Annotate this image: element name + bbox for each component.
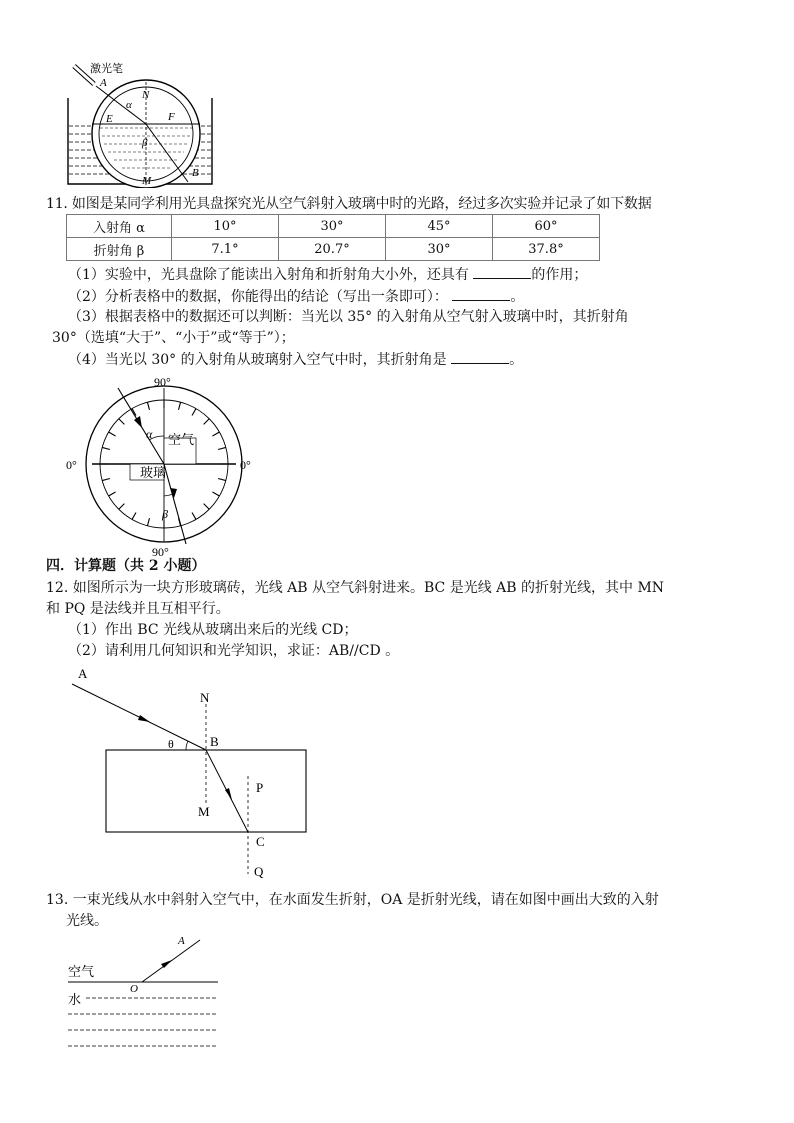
table-cell: 30° — [279, 215, 386, 238]
answer-blank[interactable] — [451, 349, 509, 364]
fig2-label-alpha: α — [146, 427, 153, 441]
q11-part2-text: （2）分析表格中的数据，你能得出的结论（写出一条即可）： — [68, 289, 448, 305]
fig3-label-theta: θ — [168, 737, 174, 751]
fig2-label-beta: β — [162, 507, 168, 521]
q11-part2 — [68, 286, 524, 307]
figure-water-surface — [64, 930, 224, 1054]
table-cell: 7.1° — [172, 238, 279, 261]
q12-part2: （2）请利用几何知识和光学知识，求证：AB//CD 。 — [68, 643, 400, 659]
fig1-label-n: N — [142, 89, 150, 101]
q11-part1-tail: 的作用； — [531, 267, 588, 283]
figure-light-disc-tank — [60, 58, 220, 188]
fig3-label-c: C — [256, 834, 265, 849]
table-cell: 20.7° — [279, 238, 386, 261]
fig1-label-a: A — [100, 77, 107, 89]
fig1-label-f: F — [168, 111, 175, 123]
q11-part4-tail: 。 — [509, 352, 524, 368]
table-row-header: 入射角 α — [67, 215, 172, 238]
q11-data-table — [66, 214, 600, 261]
answer-blank[interactable] — [452, 286, 510, 301]
table-cell: 37.8° — [493, 238, 600, 261]
table-row-header: 折射角 β — [67, 238, 172, 261]
fig1-label-m: M — [142, 175, 152, 187]
table-cell: 30° — [386, 238, 493, 261]
fig3-label-a: A — [78, 666, 88, 681]
q12-line2: 和 PQ 是法线并且互相平行。 — [46, 601, 230, 617]
answer-blank[interactable] — [473, 264, 531, 279]
q11-part3-line1: （3）根据表格中的数据还可以判断：当光以 35° 的入射角从空气射入玻璃中时，其折射角 — [68, 309, 629, 325]
fig1-label-b: B — [192, 167, 199, 179]
table-cell: 10° — [172, 215, 279, 238]
fig2-label-glass: 玻璃 — [140, 465, 167, 480]
q12-part1: （1）作出 BC 光线从玻璃出来后的光线 CD； — [68, 622, 358, 638]
fig4-label-a: A — [178, 935, 185, 947]
table-cell: 45° — [386, 215, 493, 238]
fig4-label-o: O — [130, 983, 138, 995]
fig4-label-water: 水 — [68, 992, 82, 1007]
table-row — [67, 238, 600, 261]
q12-line1: 12. 如图所示为一块方形玻璃砖，光线 AB 从空气斜射进来。BC 是光线 AB 的折射光线，其中 MN — [46, 580, 665, 596]
fig3-label-b: B — [210, 734, 219, 749]
section4-title: 四．计算题（共 2 小题） — [46, 558, 206, 574]
fig3-label-q: Q — [254, 864, 264, 879]
q11-part1-text: （1）实验中，光具盘除了能读出入射角和折射角大小外，还具有 — [68, 267, 469, 283]
fig2-label-right: 0° — [240, 458, 251, 472]
fig1-laser-label: 激光笔 — [90, 63, 123, 75]
fig1-label-beta: β — [142, 137, 148, 149]
q13-line2: 光线。 — [66, 913, 108, 929]
fig1-label-alpha: α — [126, 99, 132, 111]
fig2-label-air: 空气 — [168, 432, 195, 447]
figure-protractor-disc — [62, 372, 262, 558]
fig4-label-air: 空气 — [68, 964, 95, 979]
fig2-label-left: 0° — [66, 458, 77, 472]
q11-part3-line2: 30°（选填“大于”、“小于”或“等于”）； — [52, 330, 295, 346]
q11-part4-text: （4）当光以 30° 的入射角从玻璃射入空气中时，其折射角是 — [68, 352, 447, 368]
fig1-label-e: E — [106, 113, 113, 125]
table-row — [67, 215, 600, 238]
fig2-label-top: 90° — [154, 375, 171, 389]
q13-line1: 13. 一束光线从水中斜射入空气中，在水面发生折射，OA 是折射光线，请在如图中画出大致的入射 — [46, 892, 659, 908]
table-cell: 60° — [493, 215, 600, 238]
fig3-label-p: P — [256, 780, 264, 795]
q11-part2-tail: 。 — [510, 289, 525, 305]
fig2-label-bottom: 90° — [152, 545, 169, 558]
fig3-label-m: M — [198, 804, 210, 819]
figure-glass-brick — [60, 664, 320, 884]
q11-part4 — [68, 349, 523, 370]
q11-stem: 11. 如图是某同学利用光具盘探究光从空气斜射入玻璃中时的光路，经过多次实验并记录了如下数据 — [46, 196, 652, 212]
fig3-label-n: N — [200, 690, 210, 705]
q11-part1 — [68, 264, 587, 285]
